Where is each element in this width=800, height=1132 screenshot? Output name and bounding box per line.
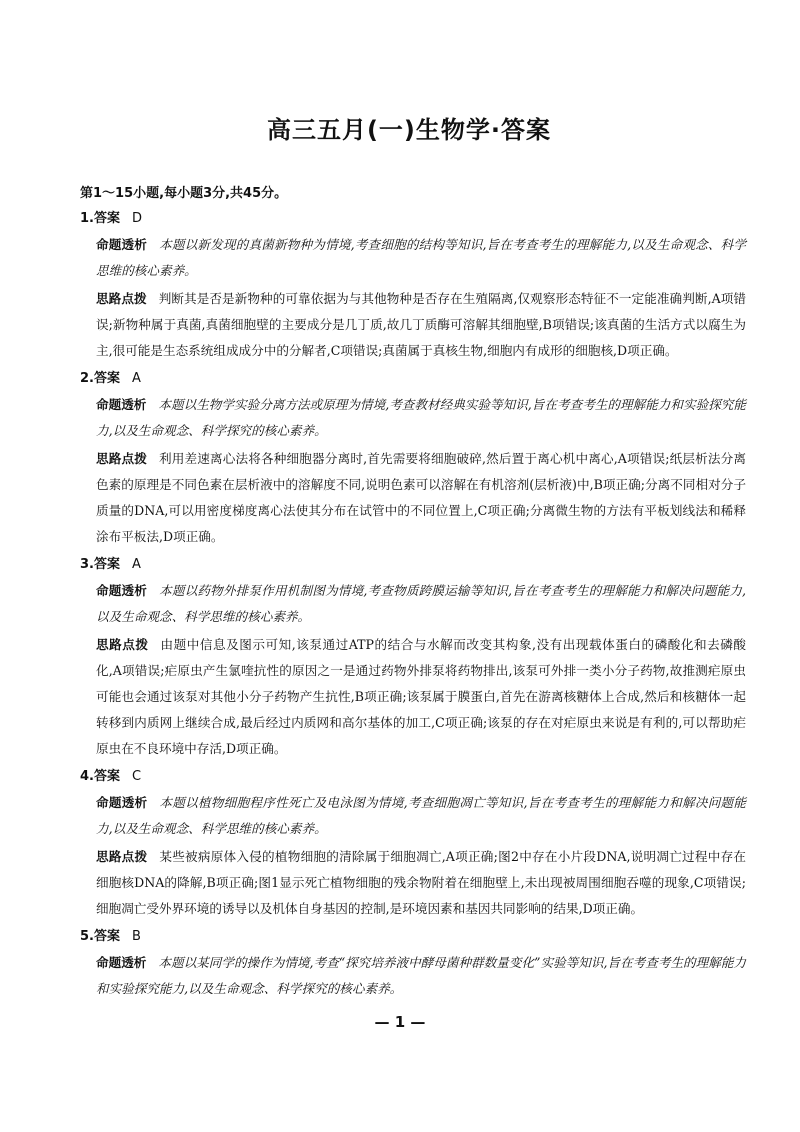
question-number: 4. xyxy=(80,769,94,784)
page-title: 高三五月(一)生物学·答案 xyxy=(266,116,552,144)
hint-tag: 思路点拨 xyxy=(96,451,148,466)
hint-tag: 思路点拨 xyxy=(96,637,149,652)
page-number: — 1 — xyxy=(374,1013,426,1031)
analysis-text: 本题以植物细胞程序性死亡及电泳图为情境,考查细胞凋亡等知识,旨在考查考生的理解能力和解决问题能力,以及生命观念、科学思维的核心素养。 xyxy=(96,795,746,836)
analysis-paragraph xyxy=(72,790,746,842)
answer-label: 答案 xyxy=(93,211,120,226)
question-item xyxy=(72,366,746,550)
analysis-text: 本题以新发现的真菌新物种为情境,考查细胞的结构等知识,旨在考查考生的理解能力,以及生命观念、科学思维的核心素养。 xyxy=(96,237,746,278)
hint-paragraph xyxy=(72,632,746,762)
analysis-text: 本题以药物外排泵作用机制图为情境,考查物质跨膜运输等知识,旨在考查考生的理解能力和解决问题能力,以及生命观念、科学思维的核心素养。 xyxy=(96,583,746,624)
answer-letter: D xyxy=(132,211,143,226)
answer-label: 答案 xyxy=(93,371,120,386)
answer-line xyxy=(80,366,746,392)
analysis-paragraph xyxy=(72,950,746,1002)
question-item xyxy=(72,552,746,762)
hint-paragraph xyxy=(72,286,746,364)
question-item xyxy=(72,206,746,364)
answer-line xyxy=(80,206,746,232)
analysis-paragraph xyxy=(72,392,746,444)
answer-line xyxy=(80,924,746,950)
hint-text: 某些被病原体入侵的植物细胞的清除属于细胞凋亡,A项正确;图2中存在小片段DNA,说明凋亡过程中存在细胞核DNA的降解,B项正确;图1显示死亡植物细胞的残余物附着在细胞壁上,未出现被周围细胞吞噬的现象,C项错误;细胞凋亡受外界环境的诱导以及机体自身基因的控制,是环境因素和基因共同影响的结果,D项正确。 xyxy=(96,849,746,916)
analysis-tag: 命题透析 xyxy=(96,583,148,598)
answer-label: 答案 xyxy=(93,557,120,572)
hint-text: 判断其是否是新物种的可靠依据为与其他物种是否存在生殖隔离,仅观察形态特征不一定能准确判断,A项错误;新物种属于真菌,真菌细胞壁的主要成分是几丁质,故几丁质酶可溶解其细胞壁,B项错误;该真菌的生活方式以腐生为主,很可能是生态系统组成成分中的分解者,C项错误;真菌属于真核生物,细胞内有成形的细胞核,D项正确。 xyxy=(96,291,747,358)
analysis-tag: 命题透析 xyxy=(96,955,147,970)
analysis-text: 本题以生物学实验分离方法或原理为情境,考查教材经典实验等知识,旨在考查考生的理解能力和实验探究能力,以及生命观念、科学探究的核心素养。 xyxy=(96,397,746,438)
analysis-tag: 命题透析 xyxy=(96,397,147,412)
hint-tag: 思路点拨 xyxy=(96,291,147,306)
analysis-paragraph xyxy=(72,232,746,284)
answer-letter: A xyxy=(132,371,141,386)
analysis-paragraph xyxy=(72,578,746,630)
question-number: 1. xyxy=(80,211,94,226)
hint-paragraph xyxy=(72,844,746,922)
hint-text: 由题中信息及图示可知,该泵通过ATP的结合与水解而改变其构象,没有出现载体蛋白的磷酸化和去磷酸化,A项错误;疟原虫产生氯喹抗性的原因之一是通过药物外排泵将药物排出,该泵可外排一类小分子药物,故推测疟原虫可能也会通过该泵对其他小分子药物产生抗性,B项正确;该泵属于膜蛋白,首先在游离核糖体上合成,然后和核糖体一起转移到内质网上继续合成,最后经过内质网和高尔基体的加工,C项正确;该泵的存在对疟原虫来说是有利的,可以帮助疟原虫在不良环境中存活,D项正确。 xyxy=(96,637,746,756)
hint-paragraph xyxy=(72,446,746,550)
question-list xyxy=(72,206,746,1002)
answer-line xyxy=(80,764,746,790)
answer-letter: B xyxy=(132,929,141,944)
hint-tag: 思路点拨 xyxy=(96,849,148,864)
answer-label: 答案 xyxy=(93,929,120,944)
answer-letter: C xyxy=(132,769,142,784)
question-item xyxy=(72,764,746,922)
question-number: 3. xyxy=(80,557,94,572)
answer-line xyxy=(80,552,746,578)
analysis-tag: 命题透析 xyxy=(96,237,148,252)
question-item xyxy=(72,924,746,1002)
hint-text: 利用差速离心法将各种细胞器分离时,首先需要将细胞破碎,然后置于离心机中离心,A项错误;纸层析法分离色素的原理是不同色素在层析液中的溶解度不同,说明色素可以溶解在有机溶剂(层析液)中,B项正确;分离不同相对分子质量的DNA,可以用密度梯度离心法使其分布在试管中的不同位置上,C项正确;分离微生物的方法有平板划线法和稀释涂布平板法,D项正确。 xyxy=(96,451,746,544)
analysis-text: 本题以某同学的操作为情境,考查“探究培养液中酵母菌种群数量变化”实验等知识,旨在考查考生的理解能力和实验探究能力,以及生命观念、科学探究的核心素养。 xyxy=(96,955,747,996)
answer-label: 答案 xyxy=(93,769,120,784)
answer-letter: A xyxy=(132,557,141,572)
question-number: 2. xyxy=(80,371,94,386)
section-intro: 第1～15小题,每小题3分,共45分。 xyxy=(80,186,288,201)
analysis-tag: 命题透析 xyxy=(96,795,148,810)
question-number: 5. xyxy=(80,929,94,944)
